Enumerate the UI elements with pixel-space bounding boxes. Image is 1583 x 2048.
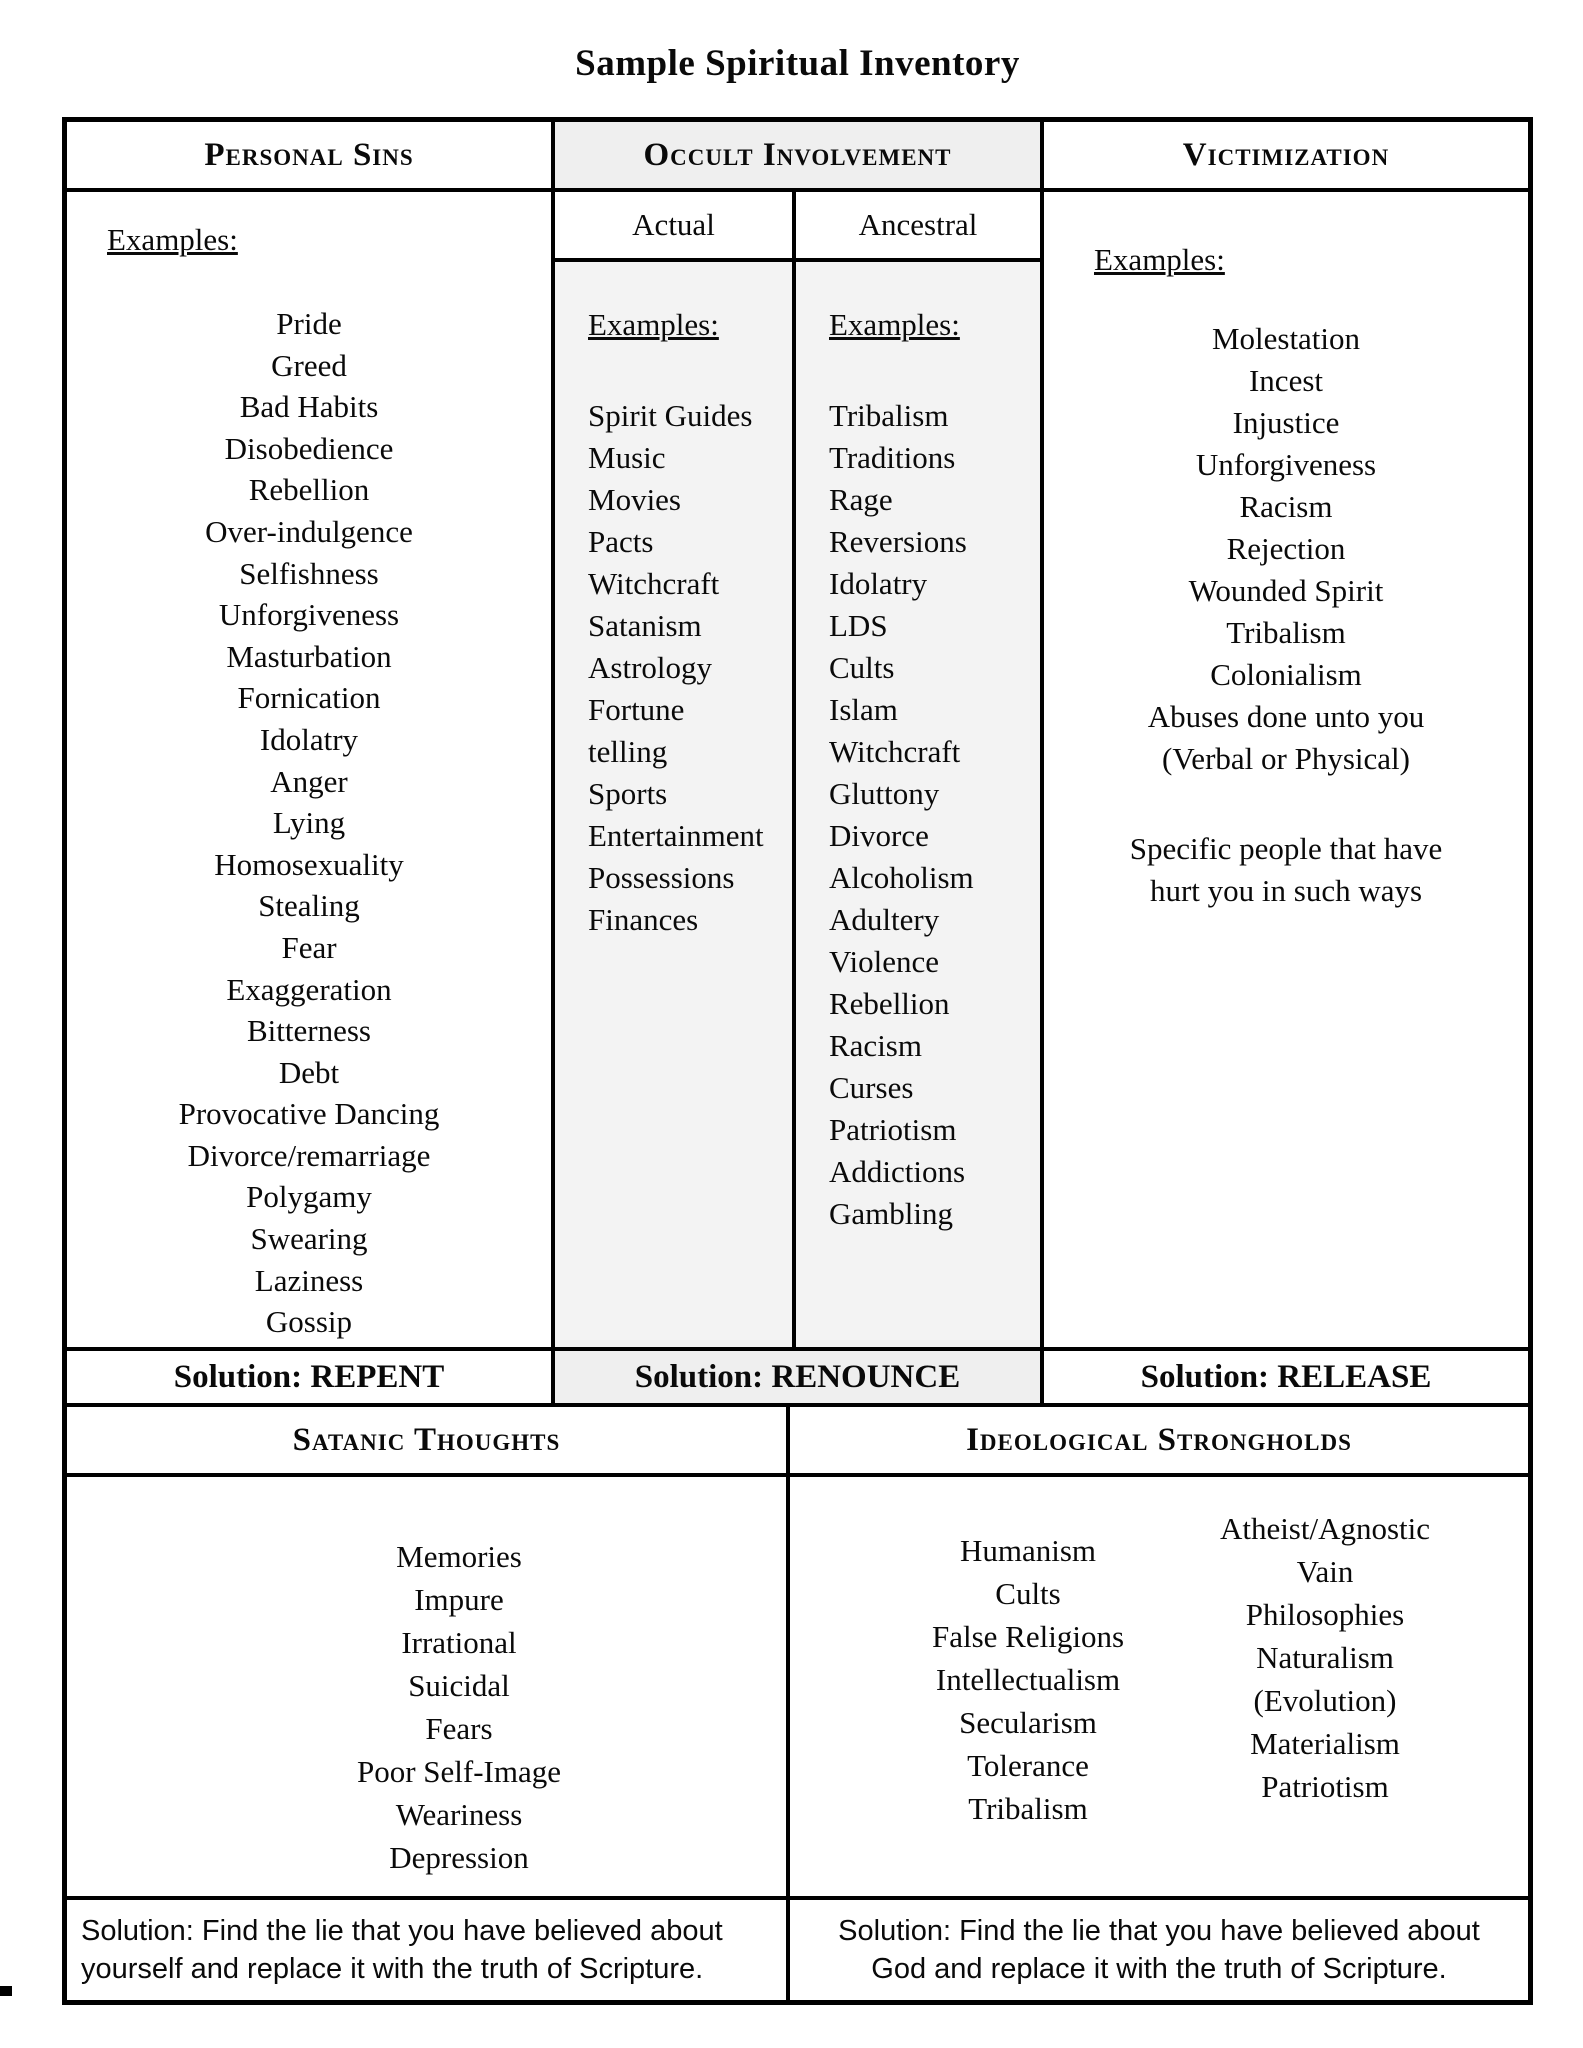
list-item: Addictions <box>829 1154 966 1189</box>
list-item: Witchcraft <box>588 566 720 601</box>
list-item: Satanism <box>588 608 702 643</box>
header-personal-sins: Personal Sins <box>67 122 555 188</box>
solution-renounce: Solution: RENOUNCE <box>555 1351 1044 1403</box>
list-item: telling <box>588 734 668 769</box>
list-item: Memories <box>396 1539 522 1574</box>
occult-involvement-cell <box>555 192 1044 1347</box>
list-item: Molestation <box>1211 321 1361 356</box>
list-item: (Evolution) <box>1253 1683 1397 1718</box>
list-item: Intellectualism <box>935 1662 1121 1697</box>
header-satanic-thoughts: Satanic Thoughts <box>67 1407 790 1473</box>
list-item: Exaggeration <box>226 971 392 1007</box>
list-item: Polygamy <box>246 1179 372 1215</box>
list-item: Rejection <box>1226 531 1346 566</box>
list-item: Stealing <box>258 888 360 924</box>
list-item: Fear <box>281 929 337 965</box>
list-item: Over-indulgence <box>205 513 413 549</box>
scan-artifact <box>0 1986 12 1996</box>
subheader-ancestral: Ancestral <box>858 207 978 242</box>
bottom-content-row <box>67 1477 1528 1900</box>
solution-line: yourself and replace it with the truth of Scripture. <box>81 1953 704 1985</box>
solution-line: Solution: Find the lie that you have believed about <box>838 1915 1480 1947</box>
personal-sins-examples-label: Examples: <box>107 222 238 257</box>
list-item: Greed <box>271 347 347 383</box>
header-ideological-strongholds: Ideological Strongholds <box>966 1421 1352 1458</box>
list-item: (Verbal or Physical) <box>1162 741 1410 776</box>
list-item: Islam <box>829 692 898 727</box>
list-item: Wounded Spirit <box>1188 573 1384 608</box>
list-item: hurt you in such ways <box>1149 873 1423 908</box>
list-item: Laziness <box>254 1262 364 1298</box>
list-item: Rebellion <box>829 986 950 1021</box>
ancestral-column <box>796 262 1040 1347</box>
list-item: Weariness <box>395 1797 523 1832</box>
solution-repent: Solution: REPENT <box>67 1351 555 1403</box>
list-item: Homosexuality <box>214 846 404 882</box>
list-item: Pride <box>276 306 342 341</box>
list-item: Music <box>588 440 666 475</box>
victimization-list <box>1044 318 1528 780</box>
list-item: Unforgiveness <box>218 597 400 633</box>
list-item: Possessions <box>588 860 735 895</box>
spiritual-inventory-table <box>62 117 1533 2005</box>
list-item: Idolatry <box>259 721 359 757</box>
list-item: Idolatry <box>829 566 928 601</box>
actual-list <box>588 395 792 941</box>
list-item: Tolerance <box>967 1748 1089 1783</box>
occult-body <box>555 262 1040 1347</box>
satanic-thoughts-list <box>132 1535 786 1879</box>
ideological-list-right <box>1140 1507 1510 1808</box>
ideological-strongholds-cell <box>790 1477 1528 1896</box>
list-item: Atheist/Agnostic <box>1219 1511 1431 1546</box>
list-item: Divorce/remarriage <box>187 1137 431 1173</box>
list-item: Pacts <box>588 524 654 559</box>
list-item: Depression <box>389 1840 529 1875</box>
list-item: Swearing <box>250 1221 368 1257</box>
top-content-row <box>67 192 1528 1351</box>
list-item: Fears <box>425 1711 493 1746</box>
bottom-header-row <box>67 1407 1528 1477</box>
list-item: Disobedience <box>224 430 394 466</box>
list-item: Injustice <box>1232 405 1340 440</box>
list-item: Colonialism <box>1210 657 1362 692</box>
list-item: Patriotism <box>1261 1769 1389 1804</box>
list-item: Vain <box>1296 1554 1354 1589</box>
list-item: Rage <box>829 482 893 517</box>
list-item: Secularism <box>959 1705 1097 1740</box>
list-item: Adultery <box>829 902 940 937</box>
solution-satanic-thoughts <box>67 1900 790 2000</box>
list-item: Impure <box>414 1582 504 1617</box>
list-item: Fortune <box>588 692 685 727</box>
occult-subheader-row <box>555 192 1040 262</box>
list-item: Gossip <box>265 1304 353 1340</box>
list-item: Provocative Dancing <box>178 1096 440 1132</box>
list-item: Traditions <box>829 440 956 475</box>
list-item: Abuses done unto you <box>1147 699 1425 734</box>
list-item: Humanism <box>959 1533 1097 1568</box>
list-item: Cults <box>995 1576 1061 1611</box>
solution-release: Solution: RELEASE <box>1140 1358 1432 1395</box>
list-item: Bitterness <box>247 1013 371 1049</box>
list-item: Bad Habits <box>239 389 379 425</box>
header-occult-involvement: Occult Involvement <box>555 122 1044 188</box>
list-item: Racism <box>829 1028 922 1063</box>
list-item: Lying <box>272 805 346 841</box>
list-item: Irrational <box>401 1625 517 1660</box>
list-item: Selfishness <box>239 555 379 591</box>
personal-sins-list <box>67 303 551 1343</box>
list-item: Violence <box>829 944 940 979</box>
list-item: Unforgiveness <box>1195 447 1377 482</box>
list-item: Specific people that have <box>1129 831 1443 866</box>
list-item: Materialism <box>1250 1726 1400 1761</box>
list-item: Cults <box>829 650 895 685</box>
top-header-row <box>67 122 1528 192</box>
list-item: Tribalism <box>1226 615 1346 650</box>
page-title: Sample Spiritual Inventory <box>575 43 1020 84</box>
list-item: Witchcraft <box>829 734 961 769</box>
list-item: False Religions <box>931 1619 1125 1654</box>
solution-line: Solution: Find the lie that you have believed about <box>81 1915 723 1947</box>
list-item: Philosophies <box>1245 1597 1405 1632</box>
list-item: Astrology <box>588 650 712 685</box>
list-item: Incest <box>1248 363 1324 398</box>
list-item: Entertainment <box>588 818 764 853</box>
list-item: Curses <box>829 1070 914 1105</box>
list-item: Masturbation <box>226 638 392 674</box>
solution-line: God and replace it with the truth of Scripture. <box>871 1953 1447 1985</box>
solution-ideological-strongholds <box>790 1900 1528 2000</box>
personal-sins-cell <box>67 192 555 1347</box>
list-item: Alcoholism <box>829 860 974 895</box>
list-item: Gambling <box>829 1196 953 1231</box>
actual-examples-label: Examples: <box>588 307 719 342</box>
ancestral-examples-label: Examples: <box>829 307 960 342</box>
list-item: Movies <box>588 482 681 517</box>
victimization-note <box>1044 828 1528 912</box>
header-victimization: Victimization <box>1182 136 1390 173</box>
list-item: Tribalism <box>968 1791 1088 1826</box>
list-item: Reversions <box>829 524 967 559</box>
list-item: Anger <box>270 763 348 799</box>
list-item: Sports <box>588 776 668 811</box>
list-item: LDS <box>829 608 888 643</box>
list-item: Divorce <box>829 818 929 853</box>
satanic-thoughts-cell <box>67 1477 790 1896</box>
subheader-actual: Actual <box>555 192 796 258</box>
list-item: Naturalism <box>1256 1640 1394 1675</box>
list-item: Finances <box>588 902 699 937</box>
list-item: Debt <box>278 1054 340 1090</box>
list-item: Gluttony <box>829 776 940 811</box>
list-item: Spirit Guides <box>588 398 753 433</box>
list-item: Patriotism <box>829 1112 957 1147</box>
top-solution-row <box>67 1351 1528 1407</box>
list-item: Poor Self-Image <box>356 1754 562 1789</box>
list-item: Fornication <box>237 680 381 716</box>
list-item: Rebellion <box>248 472 370 508</box>
list-item: Suicidal <box>408 1668 510 1703</box>
actual-column <box>555 262 796 1347</box>
ancestral-list <box>829 395 1040 1235</box>
list-item: Racism <box>1239 489 1333 524</box>
bottom-solution-row <box>67 1900 1528 2000</box>
victimization-cell <box>1044 192 1528 1347</box>
list-item: Tribalism <box>829 398 949 433</box>
victimization-examples-label: Examples: <box>1094 242 1225 277</box>
